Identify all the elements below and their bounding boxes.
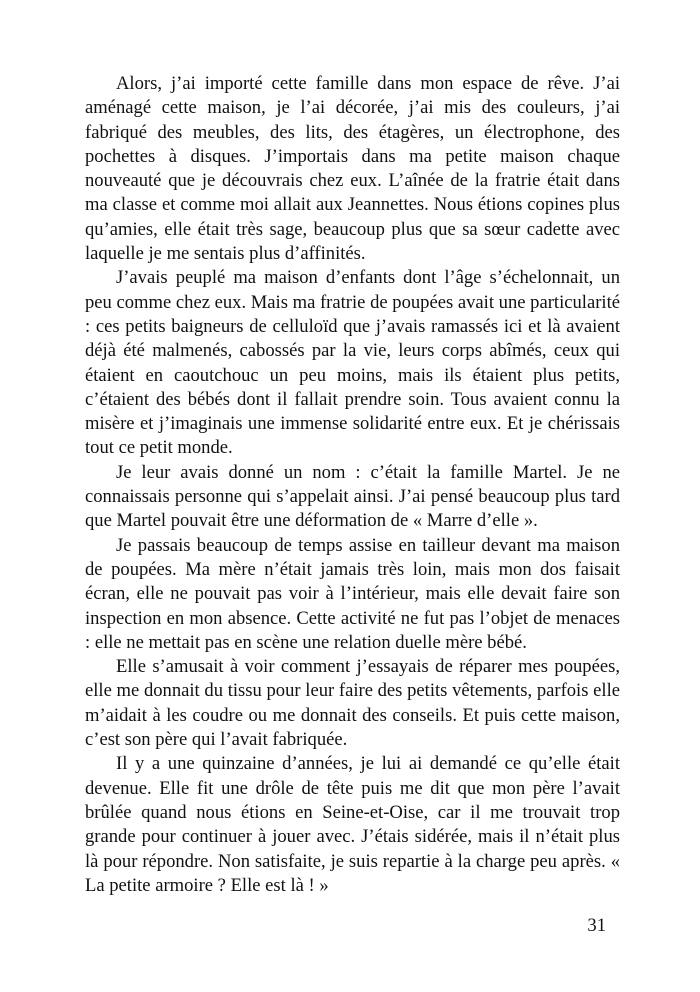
body-text [85, 72, 620, 898]
paragraph-6: Il y a une quinzaine d’années, je lui ai demandé ce qu’elle était devenue. Elle fit une drôle de tête puis me dit que mon père l’avait brûlée quand nous étions en Seine-et-Oise, car il me trouvait trop grande pour continuer à jouer avec. J’étais sidérée, mais il n’était plus là pour répondre. Non satisfaite, je suis repartie à la charge peu après. « La petite armoire ? Elle est là ! » [85, 753, 620, 896]
paragraph-3: Je leur avais donné un nom : c’était la famille Martel. Je ne connaissais personne qui s’appelait ainsi. J’ai pensé beaucoup plus tard que Martel pouvait être une déformation de « Marre d’elle ». [85, 461, 620, 532]
paragraph-1: Alors, j’ai importé cette famille dans mon espace de rêve. J’ai aménagé cette maison, je l’ai décorée, j’ai mis des couleurs, j’ai fabriqué des meubles, des lits, des étagères, un électrophone, des pochettes à disques. J’importais dans ma petite maison chaque nouveauté que je découvrais chez eux. L’aînée de la fratrie était dans ma classe et comme moi allait aux Jeannettes. Nous étions copines plus qu’amies, elle était très sage, beaucoup plus que sa sœur cadette avec laquelle je me sentais plus d’affinités. [85, 73, 620, 265]
paragraph-5: Elle s’amusait à voir comment j’essayais de réparer mes poupées, elle me donnait du tissu pour leur faire des petits vêtements, parfois elle m’aidait à les coudre ou me donnait des conseils. Et puis cette maison, c’est son père qui l’avait fabriquée. [85, 656, 620, 751]
page-number: 31 [587, 915, 606, 936]
paragraph-4: Je passais beaucoup de temps assise en tailleur devant ma maison de poupées. Ma mère n’était jamais très loin, mais mon dos faisait écran, elle ne pouvait pas voir à l’intérieur, mais elle devait faire son inspection en mon absence. Cette activité ne fut pas l’objet de menaces : elle ne mettait pas en scène une relation duelle mère bébé. [85, 534, 620, 653]
paragraph-2: J’avais peuplé ma maison d’enfants dont l’âge s’échelonnait, un peu comme chez eux. Mais ma fratrie de poupées avait une particularité : ces petits baigneurs de celluloïd que j’avais ramassés ici et là avaient déjà été malmenés, cabossés par la vie, leurs corps abîmés, ceux qui étaient en caoutchouc un peu moins, mais ils étaient plus petits, c’étaient des bébés dont il fallait prendre soin. Tous avaient connu la misère et j’imaginais une immense solidarité entre eux. Et je chérissais tout ce petit monde. [85, 267, 620, 459]
